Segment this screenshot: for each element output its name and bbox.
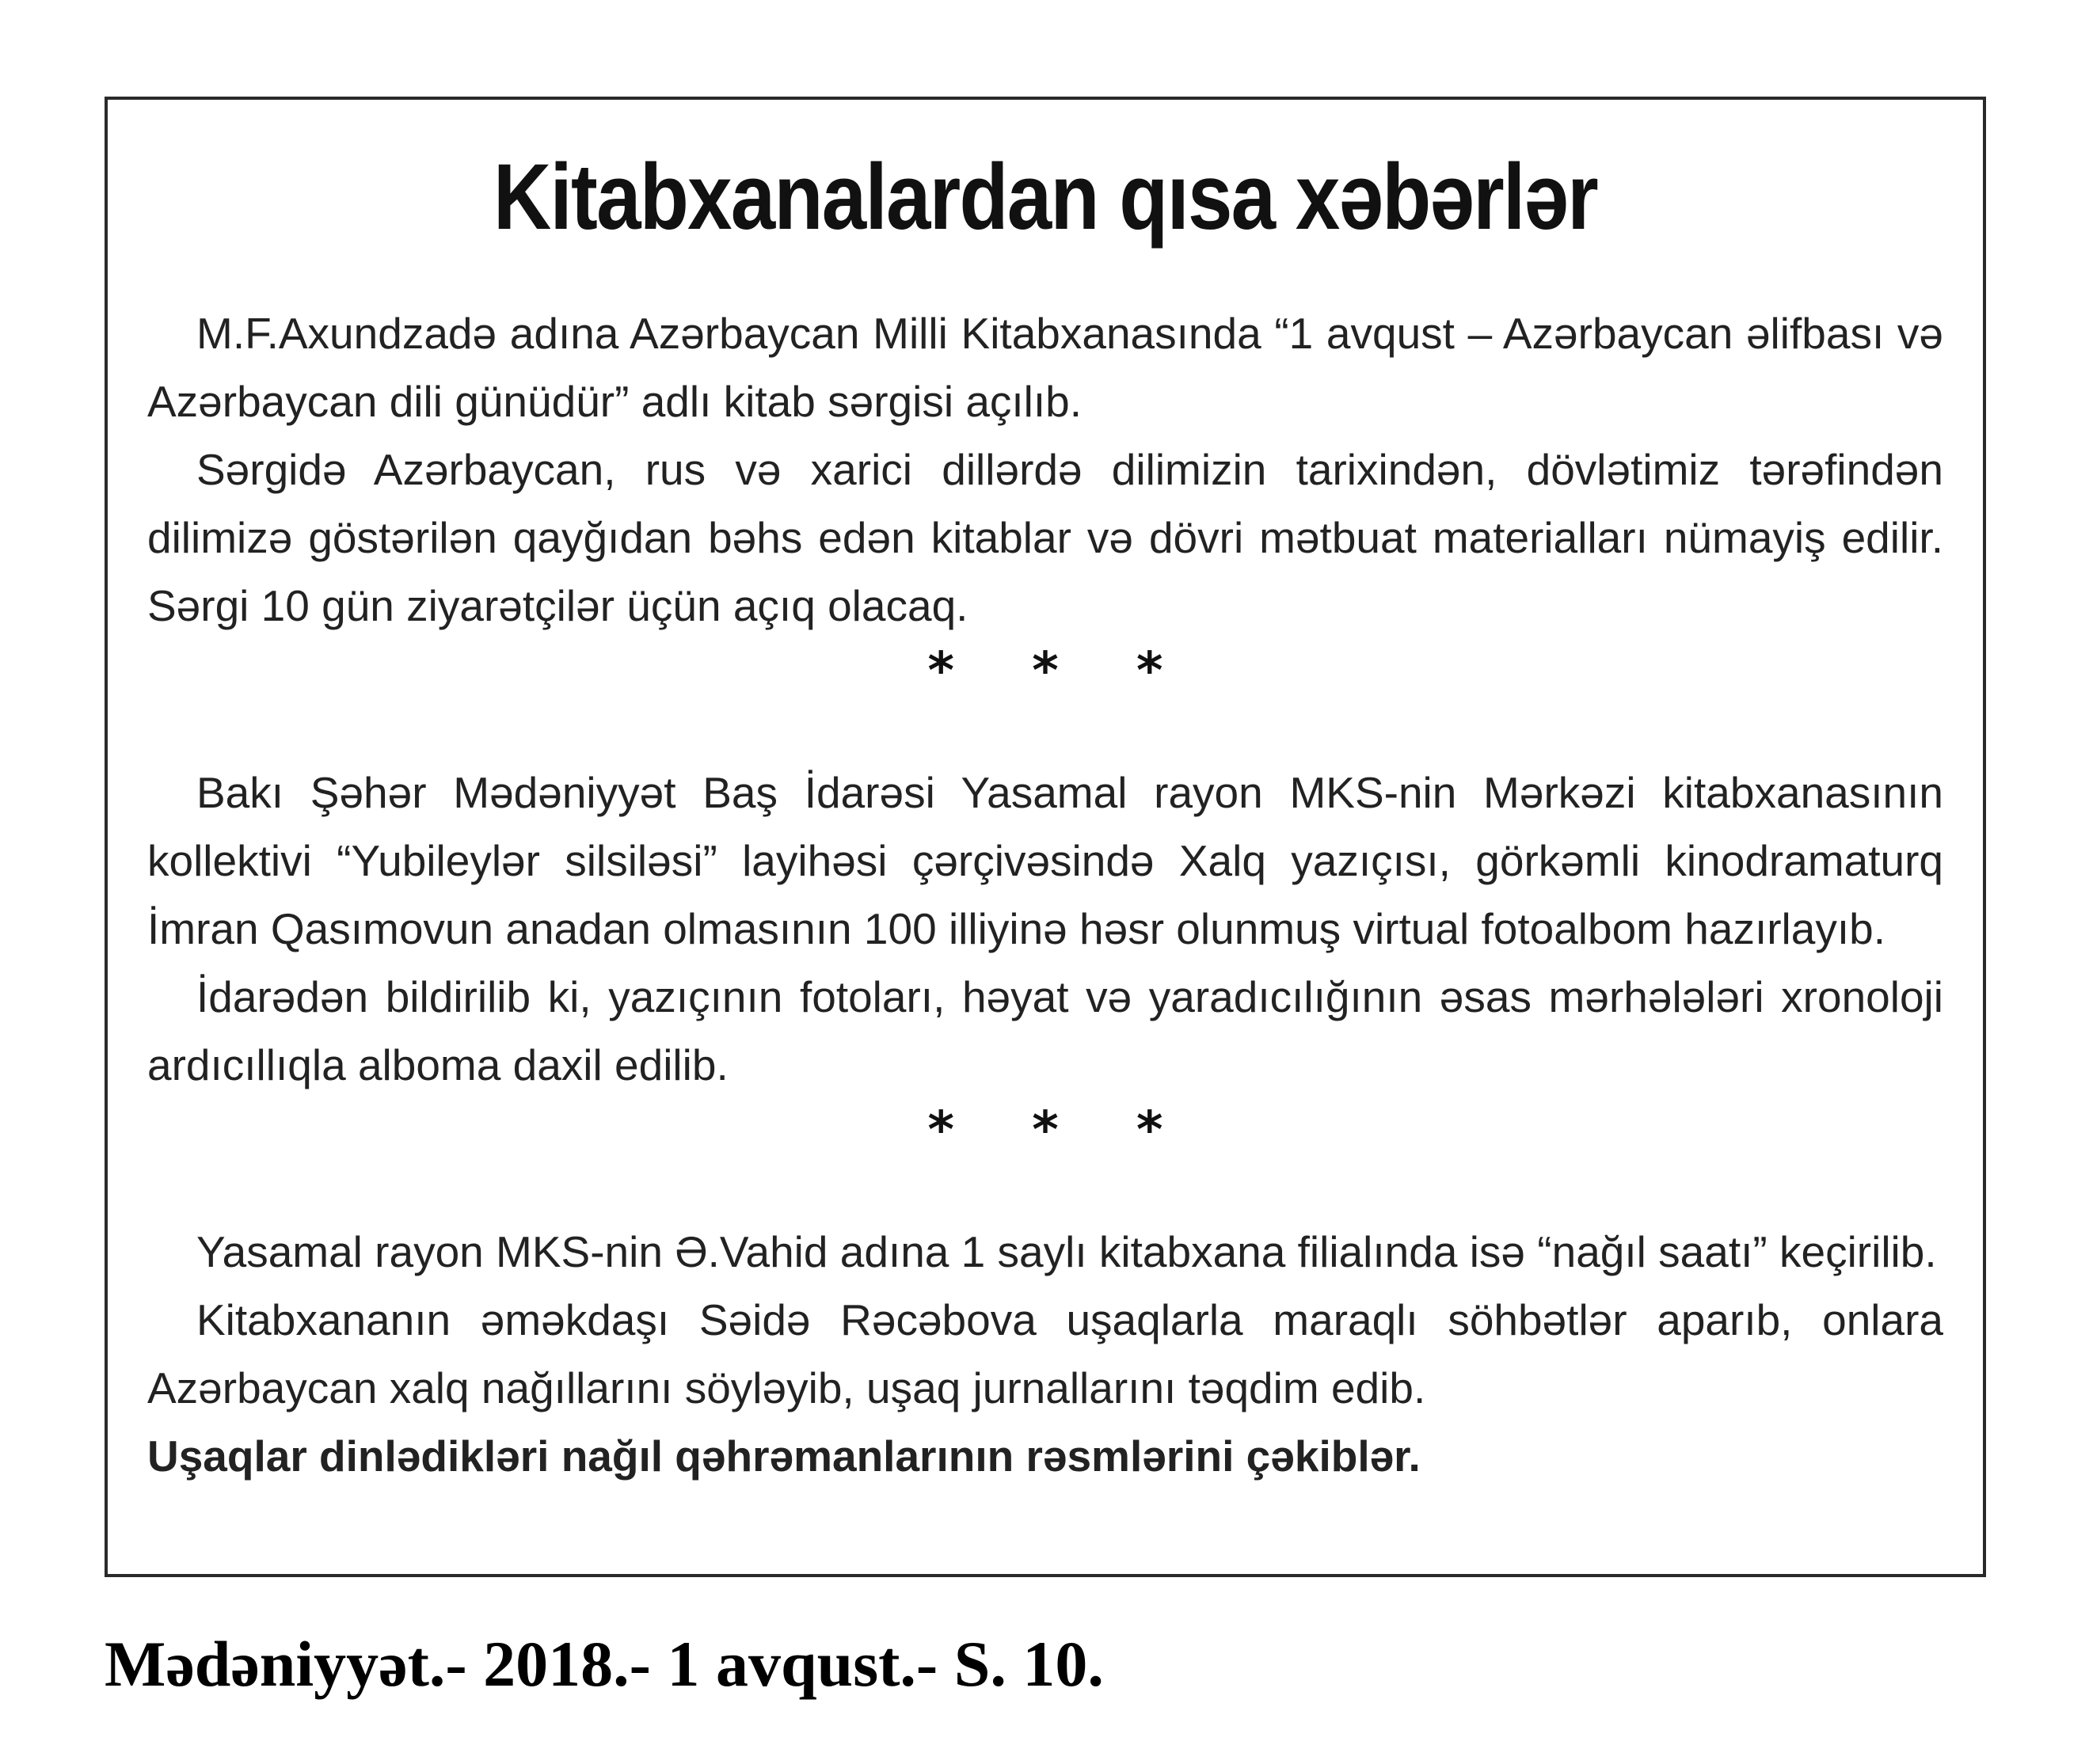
article-headline: Kitabxanalardan qısa xəbərlər	[493, 145, 1598, 249]
news-paragraph: Sərgidə Azərbaycan, rus və xarici dillərdə dilimizin tarixindən, dövlətimiz tərəfindən dilimizə göstərilən qayğıdan bəhs edən kitablar və dövri mətbuat materialları nümayiş edilir. Sərgi 10 gün ziyarətçilər üçün açıq olacaq.	[147, 445, 1943, 630]
news-paragraph: Bakı Şəhər Mədəniyyət Baş İdarəsi Yasamal rayon MKS-nin Mərkəzi kitabxanasının kollektivi “Yubileylər silsiləsi” layihəsi çərçivəsində Xalq yazıçısı, görkəmli kinodramaturq İmran Qasımovun anadan olmasının 100 illiyinə həsr olunmuş virtual fotoalbom hazırlayıb.	[147, 768, 1943, 953]
news-paragraph: İdarədən bildirilib ki, yazıçının fotoları, həyat və yaradıcılığının əsas mərhələləri xronoloji ardıcıllıqla alboma daxil edilib.	[147, 972, 1943, 1089]
section-separator: * * *	[927, 1101, 1193, 1160]
article-frame	[105, 97, 1986, 1577]
section-separator: * * *	[927, 642, 1193, 701]
news-item-exhibition	[147, 299, 1943, 640]
news-paragraph: Yasamal rayon MKS-nin Ə.Vahid adına 1 saylı kitabxana filialında isə “nağıl saatı” keçirilib.	[196, 1227, 1937, 1276]
news-paragraph: Uşaqlar dinlədikləri nağıl qəhrəmanlarının rəsmlərini çəkiblər.	[147, 1431, 1421, 1481]
news-item-photoalbum	[147, 758, 1943, 1099]
news-paragraph: Kitabxananın əməkdaşı Səidə Rəcəbova uşaqlarla maraqlı söhbətlər aparıb, onlara Azərbaycan xalq nağıllarını söyləyib, uşaq jurnallarını təqdim edib.	[147, 1295, 1943, 1412]
news-item-fairy-tale-hour	[147, 1218, 1943, 1490]
source-citation: Mədəniyyət.- 2018.- 1 avqust.- S. 10.	[105, 1628, 1104, 1700]
news-paragraph: M.F.Axundzadə adına Azərbaycan Milli Kitabxanasında “1 avqust – Azərbaycan əlifbası və Azərbaycan dili günüdür” adlı kitab sərgisi açılıb.	[147, 309, 1943, 426]
